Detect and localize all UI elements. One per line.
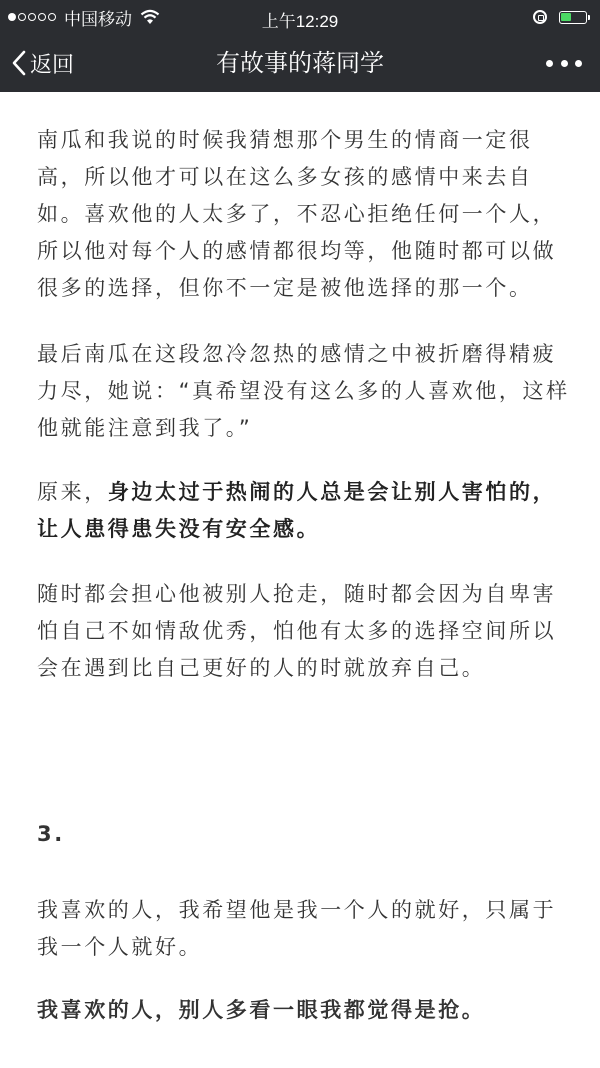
bold-text: 身边太过于热闹的人总是会让别人害怕的，让人患得患失没有安全感。 <box>37 480 557 541</box>
section-heading: 3. <box>37 822 65 846</box>
more-dot-icon <box>561 60 568 67</box>
back-label: 返回 <box>30 52 75 78</box>
article-paragraph: 最后南瓜在这段忽冷忽热的感情之中被折磨得精疲力尽，她说：“真希望没有这么多的人喜欢他，这样他就能注意到我了。” <box>37 342 570 440</box>
page-title: 有故事的蒋同学 <box>216 49 384 77</box>
back-button[interactable] <box>12 42 74 84</box>
article-paragraph: 随时都会担心他被别人抢走，随时都会因为自卑害怕自己不如情敌优秀，怕他有太多的选择空间所以会在遇到比自己更好的人的时就放弃自己。 <box>37 582 557 680</box>
status-right <box>533 7 590 27</box>
battery-tip <box>588 15 590 20</box>
battery-level-fill <box>561 13 571 21</box>
article-paragraph: 南瓜和我说的时候我猜想那个男生的情商一定很高，所以他才可以在这么多女孩的感情中来去自如。喜欢他的人太多了，不忍心拒绝任何一个人，所以他对每个人的感情都很均等，他随时都可以做很多的选择，但你不一定是被他选择的那一个。 <box>37 128 557 300</box>
orientation-lock-icon <box>533 10 547 24</box>
more-dot-icon <box>546 60 553 67</box>
status-time: 上午12:29 <box>261 12 339 31</box>
more-options-button[interactable] <box>546 52 582 74</box>
status-bar <box>0 0 600 34</box>
carrier-name: 中国移动 <box>64 9 132 29</box>
paragraph-prefix: 原来， <box>37 480 108 504</box>
article-paragraph: 我喜欢的人，我希望他是我一个人的就好，只属于我一个人就好。 <box>37 898 557 959</box>
article-paragraph-bold: 我喜欢的人，别人多看一眼我都觉得是抢。 <box>37 998 486 1022</box>
article-paragraph-emphasis <box>37 474 577 548</box>
chevron-left-icon <box>12 50 26 76</box>
battery-icon <box>559 11 587 24</box>
navigation-bar <box>0 34 600 92</box>
more-dot-icon <box>575 60 582 67</box>
